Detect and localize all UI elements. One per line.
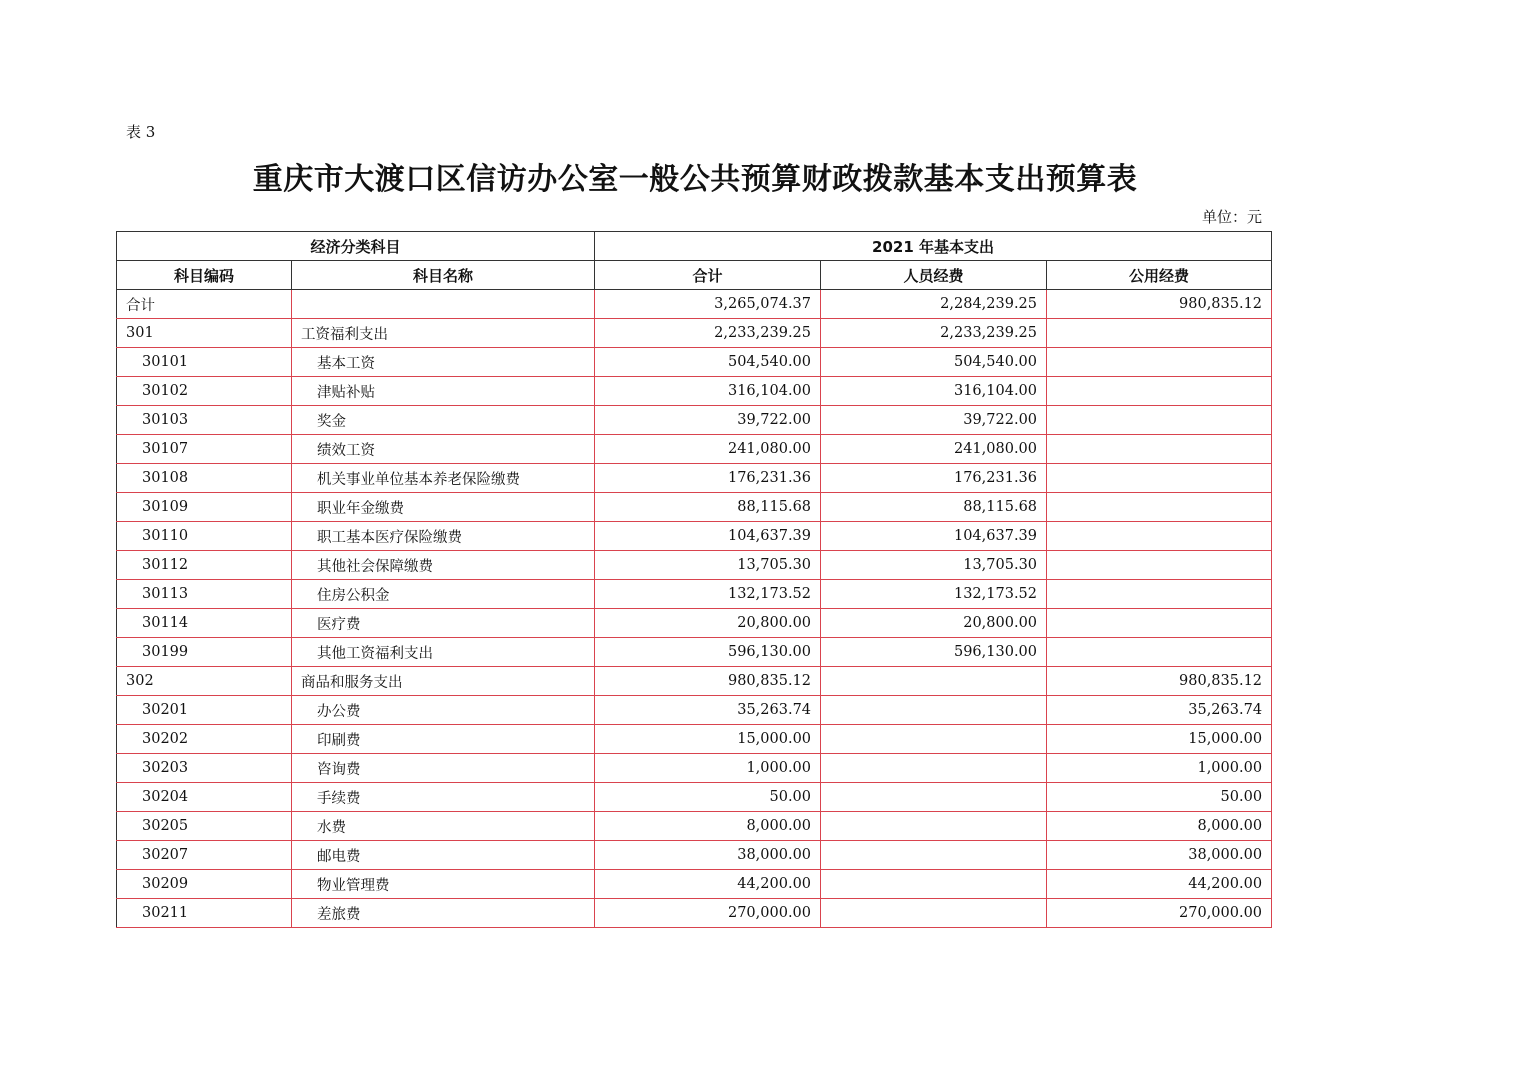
total-cell: 132,173.52: [595, 580, 821, 609]
total-cell: 104,637.39: [595, 522, 821, 551]
table-row: [117, 667, 1272, 696]
subject-name-cell: 咨询费: [292, 754, 595, 783]
total-cell: 1,000.00: [595, 754, 821, 783]
subject-code-cell: 30202: [117, 725, 292, 754]
total-cell: 980,835.12: [595, 667, 821, 696]
public-expense-cell: 44,200.00: [1047, 870, 1272, 899]
table-row: [117, 377, 1272, 406]
public-expense-cell: [1047, 348, 1272, 377]
public-expense-cell: [1047, 406, 1272, 435]
table-row: [117, 493, 1272, 522]
subject-name-cell: 机关事业单位基本养老保险缴费: [292, 464, 595, 493]
subject-name-cell: 其他工资福利支出: [292, 638, 595, 667]
total-cell: 39,722.00: [595, 406, 821, 435]
table-body: [117, 290, 1272, 928]
subject-name-cell: 物业管理费: [292, 870, 595, 899]
table-row: [117, 319, 1272, 348]
subject-name-cell: 办公费: [292, 696, 595, 725]
header-public-expense: 公用经费: [1047, 261, 1272, 290]
page-title: 重庆市大渡口区信访办公室一般公共预算财政拨款基本支出预算表: [252, 162, 1138, 197]
total-cell: 15,000.00: [595, 725, 821, 754]
table-row: [117, 580, 1272, 609]
subject-code-cell: 302: [117, 667, 292, 696]
table-row: [117, 609, 1272, 638]
total-cell: 504,540.00: [595, 348, 821, 377]
budget-table: [116, 231, 1272, 928]
total-cell: 3,265,074.37: [595, 290, 821, 319]
public-expense-cell: 50.00: [1047, 783, 1272, 812]
subject-code-cell: 30110: [117, 522, 292, 551]
public-expense-cell: [1047, 580, 1272, 609]
subject-code-cell: 30109: [117, 493, 292, 522]
subject-code-cell: 30205: [117, 812, 292, 841]
subject-code-cell: 30209: [117, 870, 292, 899]
table-row: [117, 464, 1272, 493]
subject-name-cell: 水费: [292, 812, 595, 841]
table-row: [117, 348, 1272, 377]
subject-code-cell: 30101: [117, 348, 292, 377]
subject-name-cell: 住房公积金: [292, 580, 595, 609]
public-expense-cell: [1047, 435, 1272, 464]
table-row: [117, 435, 1272, 464]
subject-code-cell: 30113: [117, 580, 292, 609]
public-expense-cell: 15,000.00: [1047, 725, 1272, 754]
total-cell: 2,233,239.25: [595, 319, 821, 348]
header-subject-code: 科目编码: [117, 261, 292, 290]
table-row: [117, 754, 1272, 783]
subject-name-cell: 职业年金缴费: [292, 493, 595, 522]
total-cell: 596,130.00: [595, 638, 821, 667]
personnel-expense-cell: 2,284,239.25: [821, 290, 1047, 319]
total-cell: 241,080.00: [595, 435, 821, 464]
subject-name-cell: 医疗费: [292, 609, 595, 638]
public-expense-cell: [1047, 493, 1272, 522]
personnel-expense-cell: [821, 812, 1047, 841]
subject-name-cell: 奖金: [292, 406, 595, 435]
personnel-expense-cell: 176,231.36: [821, 464, 1047, 493]
subject-name-cell: 商品和服务支出: [292, 667, 595, 696]
table-row: [117, 870, 1272, 899]
public-expense-cell: [1047, 609, 1272, 638]
total-cell: 270,000.00: [595, 899, 821, 928]
public-expense-cell: 38,000.00: [1047, 841, 1272, 870]
subject-code-cell: 30107: [117, 435, 292, 464]
personnel-expense-cell: [821, 667, 1047, 696]
subject-name-cell: 印刷费: [292, 725, 595, 754]
subject-code-cell: 合计: [117, 290, 292, 319]
table-row: [117, 638, 1272, 667]
header-economic-classification: 经济分类科目: [117, 232, 595, 261]
total-cell: 50.00: [595, 783, 821, 812]
subject-name-cell: 其他社会保障缴费: [292, 551, 595, 580]
subject-name-cell: 基本工资: [292, 348, 595, 377]
subject-name-cell: 差旅费: [292, 899, 595, 928]
personnel-expense-cell: 104,637.39: [821, 522, 1047, 551]
table-row: [117, 406, 1272, 435]
header-subject-name: 科目名称: [292, 261, 595, 290]
table-number-label: 表 3: [126, 123, 156, 141]
personnel-expense-cell: 13,705.30: [821, 551, 1047, 580]
table-row: [117, 522, 1272, 551]
personnel-expense-cell: [821, 899, 1047, 928]
personnel-expense-cell: 596,130.00: [821, 638, 1047, 667]
personnel-expense-cell: [821, 696, 1047, 725]
public-expense-cell: [1047, 377, 1272, 406]
table-header: [117, 232, 1272, 290]
personnel-expense-cell: [821, 754, 1047, 783]
table-row: [117, 551, 1272, 580]
total-cell: 176,231.36: [595, 464, 821, 493]
subject-name-cell: 绩效工资: [292, 435, 595, 464]
table-row: [117, 783, 1272, 812]
header-total: 合计: [595, 261, 821, 290]
personnel-expense-cell: 132,173.52: [821, 580, 1047, 609]
total-cell: 8,000.00: [595, 812, 821, 841]
table-row: [117, 899, 1272, 928]
subject-code-cell: 30103: [117, 406, 292, 435]
personnel-expense-cell: [821, 725, 1047, 754]
personnel-expense-cell: 241,080.00: [821, 435, 1047, 464]
total-cell: 35,263.74: [595, 696, 821, 725]
table-row: [117, 812, 1272, 841]
total-cell: 13,705.30: [595, 551, 821, 580]
subject-code-cell: 30114: [117, 609, 292, 638]
public-expense-cell: 980,835.12: [1047, 290, 1272, 319]
public-expense-cell: 1,000.00: [1047, 754, 1272, 783]
subject-name-cell: 手续费: [292, 783, 595, 812]
total-cell: 20,800.00: [595, 609, 821, 638]
personnel-expense-cell: 316,104.00: [821, 377, 1047, 406]
personnel-expense-cell: 20,800.00: [821, 609, 1047, 638]
public-expense-cell: 270,000.00: [1047, 899, 1272, 928]
personnel-expense-cell: 504,540.00: [821, 348, 1047, 377]
subject-code-cell: 30199: [117, 638, 292, 667]
subject-code-cell: 30207: [117, 841, 292, 870]
public-expense-cell: [1047, 464, 1272, 493]
table-row: [117, 290, 1272, 319]
public-expense-cell: [1047, 522, 1272, 551]
personnel-expense-cell: [821, 870, 1047, 899]
subject-code-cell: 30211: [117, 899, 292, 928]
unit-label: 单位：元: [1201, 208, 1262, 226]
table-row: [117, 841, 1272, 870]
subject-code-cell: 30112: [117, 551, 292, 580]
personnel-expense-cell: [821, 783, 1047, 812]
table-row: [117, 725, 1272, 754]
personnel-expense-cell: [821, 841, 1047, 870]
public-expense-cell: 980,835.12: [1047, 667, 1272, 696]
subject-code-cell: 30201: [117, 696, 292, 725]
header-basic-expenditure: 2021 年基本支出: [595, 232, 1272, 261]
table-row: [117, 696, 1272, 725]
subject-code-cell: 30102: [117, 377, 292, 406]
subject-name-cell: 工资福利支出: [292, 319, 595, 348]
header-personnel-expense: 人员经费: [821, 261, 1047, 290]
subject-name-cell: 职工基本医疗保险缴费: [292, 522, 595, 551]
personnel-expense-cell: 2,233,239.25: [821, 319, 1047, 348]
public-expense-cell: 35,263.74: [1047, 696, 1272, 725]
public-expense-cell: [1047, 638, 1272, 667]
public-expense-cell: [1047, 551, 1272, 580]
total-cell: 38,000.00: [595, 841, 821, 870]
subject-name-cell: 邮电费: [292, 841, 595, 870]
subject-name-cell: [292, 290, 595, 319]
subject-code-cell: 30204: [117, 783, 292, 812]
total-cell: 44,200.00: [595, 870, 821, 899]
personnel-expense-cell: 39,722.00: [821, 406, 1047, 435]
subject-code-cell: 30203: [117, 754, 292, 783]
personnel-expense-cell: 88,115.68: [821, 493, 1047, 522]
public-expense-cell: 8,000.00: [1047, 812, 1272, 841]
total-cell: 316,104.00: [595, 377, 821, 406]
subject-code-cell: 301: [117, 319, 292, 348]
total-cell: 88,115.68: [595, 493, 821, 522]
public-expense-cell: [1047, 319, 1272, 348]
subject-name-cell: 津贴补贴: [292, 377, 595, 406]
subject-code-cell: 30108: [117, 464, 292, 493]
